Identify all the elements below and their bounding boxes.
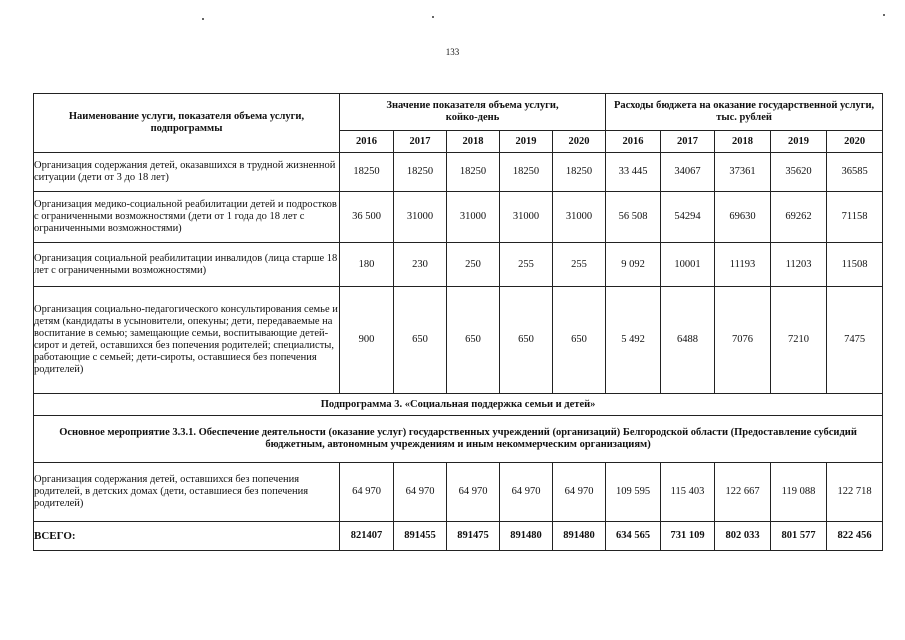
service-name: Организация содержания детей, оставшихся без попечения родителей, в детских домах (дети, оставшиеся без попечения родителей) <box>34 463 340 522</box>
subprogram-row <box>34 394 883 416</box>
volume-value: 64 970 <box>394 463 447 522</box>
service-name: Организация социальной реабилитации инвалидов (лица старше 18 лет с ограниченными возможностями) <box>34 243 340 287</box>
total-budget-value: 731 109 <box>661 522 715 551</box>
budget-table <box>33 93 883 551</box>
budget-value: 54294 <box>661 192 715 243</box>
header-row <box>34 94 883 131</box>
activity-row <box>34 416 883 463</box>
budget-value: 56 508 <box>606 192 661 243</box>
budget-value: 69630 <box>715 192 771 243</box>
service-name: Организация социально-педагогического консультирования семье и детям (кандидаты в усыновители, опекуны; дети, передаваемые на воспитание в семью; замещающие семьи, воспитывающие детей-сирот и детей, оставшихся без попечения родителей; специалисты, работающие с семьей; дети-сироты, оставшиеся без попечения родителей) <box>34 287 340 394</box>
total-row <box>34 522 883 551</box>
table-row <box>34 153 883 192</box>
volume-value: 650 <box>553 287 606 394</box>
volume-value: 18250 <box>553 153 606 192</box>
volume-value: 18250 <box>394 153 447 192</box>
budget-value: 33 445 <box>606 153 661 192</box>
budget-value: 7475 <box>827 287 883 394</box>
budget-value: 69262 <box>771 192 827 243</box>
total-volume-value: 891480 <box>500 522 553 551</box>
budget-value: 71158 <box>827 192 883 243</box>
volume-value: 64 970 <box>553 463 606 522</box>
volume-value: 650 <box>500 287 553 394</box>
volume-value: 36 500 <box>340 192 394 243</box>
budget-value: 119 088 <box>771 463 827 522</box>
header-name: Наименование услуги, показателя объема услуги, подпрограммы <box>34 94 340 153</box>
total-volume-value: 891475 <box>447 522 500 551</box>
table-row <box>34 243 883 287</box>
page-number: 133 <box>445 47 460 57</box>
volume-value: 31000 <box>394 192 447 243</box>
budget-value: 7076 <box>715 287 771 394</box>
volume-value: 64 970 <box>500 463 553 522</box>
budget-value: 115 403 <box>661 463 715 522</box>
volume-value: 650 <box>447 287 500 394</box>
budget-value: 10001 <box>661 243 715 287</box>
activity-title: Основное мероприятие 3.3.1. Обеспечение деятельности (оказание услуг) государственных учреждений (организаций) Белгородской области (Предоставление субсидий бюджетным, автономным учреждениям и иным некоммерческим организациям) <box>34 416 883 463</box>
table-row <box>34 192 883 243</box>
year-2020: 2020 <box>553 131 606 153</box>
table-row <box>34 463 883 522</box>
volume-value: 180 <box>340 243 394 287</box>
budget-value: 6488 <box>661 287 715 394</box>
volume-value: 900 <box>340 287 394 394</box>
year-2018: 2018 <box>715 131 771 153</box>
subprogram-title: Подпрограмма 3. «Социальная поддержка семьи и детей» <box>34 394 883 416</box>
budget-value: 122 667 <box>715 463 771 522</box>
scan-speck <box>432 16 434 18</box>
header-budget: Расходы бюджета на оказание государственной услуги, тыс. рублей <box>606 94 883 131</box>
year-2017: 2017 <box>661 131 715 153</box>
budget-value: 122 718 <box>827 463 883 522</box>
service-name: Организация медико-социальной реабилитации детей и подростков с ограниченными возможностями (дети от 1 года до 18 лет с ограниченными возможностями) <box>34 192 340 243</box>
budget-value: 35620 <box>771 153 827 192</box>
volume-value: 64 970 <box>447 463 500 522</box>
total-budget-value: 634 565 <box>606 522 661 551</box>
total-volume-value: 821407 <box>340 522 394 551</box>
scan-speck <box>202 18 204 20</box>
year-2019: 2019 <box>500 131 553 153</box>
budget-value: 34067 <box>661 153 715 192</box>
year-2017: 2017 <box>394 131 447 153</box>
volume-value: 650 <box>394 287 447 394</box>
volume-value: 31000 <box>553 192 606 243</box>
year-2020: 2020 <box>827 131 883 153</box>
volume-value: 255 <box>553 243 606 287</box>
volume-value: 31000 <box>500 192 553 243</box>
header-volume: Значение показателя объема услуги, койко-день <box>340 94 606 131</box>
total-volume-value: 891480 <box>553 522 606 551</box>
budget-value: 37361 <box>715 153 771 192</box>
year-2016: 2016 <box>340 131 394 153</box>
total-budget-value: 801 577 <box>771 522 827 551</box>
budget-value: 11193 <box>715 243 771 287</box>
scan-speck <box>883 14 885 16</box>
volume-value: 18250 <box>500 153 553 192</box>
budget-value: 7210 <box>771 287 827 394</box>
budget-value: 5 492 <box>606 287 661 394</box>
total-budget-value: 802 033 <box>715 522 771 551</box>
budget-value: 11203 <box>771 243 827 287</box>
budget-value: 36585 <box>827 153 883 192</box>
volume-value: 64 970 <box>340 463 394 522</box>
volume-value: 255 <box>500 243 553 287</box>
budget-value: 11508 <box>827 243 883 287</box>
volume-value: 230 <box>394 243 447 287</box>
volume-value: 18250 <box>340 153 394 192</box>
total-label: ВСЕГО: <box>34 522 340 551</box>
budget-value: 109 595 <box>606 463 661 522</box>
year-2019: 2019 <box>771 131 827 153</box>
total-budget-value: 822 456 <box>827 522 883 551</box>
service-name: Организация содержания детей, оказавшихся в трудной жизненной ситуации (дети от 3 до 18 лет) <box>34 153 340 192</box>
total-volume-value: 891455 <box>394 522 447 551</box>
volume-value: 31000 <box>447 192 500 243</box>
budget-value: 9 092 <box>606 243 661 287</box>
table-row <box>34 287 883 394</box>
year-2018: 2018 <box>447 131 500 153</box>
volume-value: 18250 <box>447 153 500 192</box>
volume-value: 250 <box>447 243 500 287</box>
year-2016: 2016 <box>606 131 661 153</box>
